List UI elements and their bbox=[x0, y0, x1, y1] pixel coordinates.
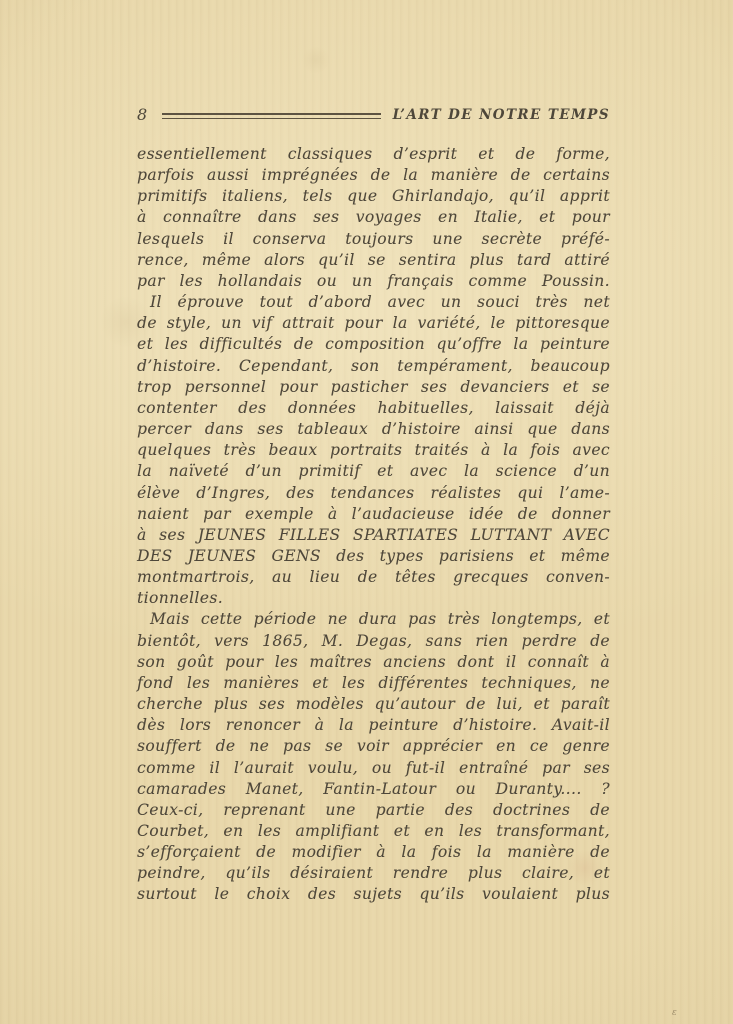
text-line-7: par les hollandais ou un français comme Poussin. bbox=[137, 271, 610, 290]
text-line-8: Il éprouve tout d’abord avec un souci très net bbox=[150, 293, 610, 312]
text-line-34: s’efforçaient de modifier à la fois la manière de bbox=[137, 843, 610, 862]
text-line-15: quelques très beaux portraits traités à la fois avec bbox=[137, 441, 610, 460]
text-line-14: percer dans ses tableaux d’histoire ainsi que dans bbox=[137, 420, 610, 439]
text-line-18: naient par exemple à l’audacieuse idée de donner bbox=[137, 504, 610, 523]
text-line-32: Ceux-ci, reprenant une partie des doctrines de bbox=[137, 800, 610, 819]
text-line-27: cherche plus ses modèles qu’autour de lui, et paraît bbox=[137, 695, 610, 714]
text-line-3: primitifs italiens, tels que Ghirlandajo, qu’il apprit bbox=[137, 187, 610, 206]
text-line-25: son goût pour les maîtres anciens dont il connaît à bbox=[137, 652, 610, 671]
text-line-22: tionnelles. bbox=[137, 589, 224, 608]
text-line-31: camarades Manet, Fantin-Latour ou Duranty.... ? bbox=[137, 779, 610, 798]
text-line-29: souffert de ne pas se voir apprécier en ce genre bbox=[137, 737, 610, 756]
text-line-35: peindre, qu’ils désiraient rendre plus claire, et bbox=[137, 864, 610, 883]
text-line-36: surtout le choix des sujets qu’ils voulaient plus bbox=[137, 885, 610, 904]
text-line-24: bientôt, vers 1865, M. Degas, sans rien perdre de bbox=[137, 631, 610, 650]
text-line-1: essentiellement classiques d’esprit et de forme, bbox=[137, 145, 610, 163]
header-double-rule bbox=[162, 113, 380, 119]
stray-ink-speck: ε bbox=[672, 1008, 677, 1018]
text-line-11: d’histoire. Cependant, son tempérament, beaucoup bbox=[137, 356, 610, 375]
text-line-26: fond les manières et les différentes techniques, ne bbox=[137, 673, 610, 692]
text-line-10: et les difficultés de composition qu’offre la peinture bbox=[137, 335, 610, 354]
page-content bbox=[137, 104, 610, 906]
text-line-21: montmartrois, au lieu de têtes grecques conven- bbox=[137, 568, 610, 587]
text-line-13: contenter des données habituelles, laissait déjà bbox=[137, 398, 610, 417]
body-text bbox=[137, 144, 610, 906]
text-line-17: élève d’Ingres, des tendances réalistes qui l’ame- bbox=[137, 483, 610, 502]
text-line-12: trop personnel pour pasticher ses devanciers et se bbox=[137, 377, 610, 396]
text-line-5: lesquels il conserva toujours une secrète préfé- bbox=[137, 229, 610, 248]
page-header bbox=[137, 104, 610, 126]
text-line-20: DES JEUNES GENS des types parisiens et même bbox=[137, 546, 610, 565]
page-number: 8 bbox=[137, 104, 149, 124]
text-line-4: à connaître dans ses voyages en Italie, et pour bbox=[137, 208, 610, 227]
text-line-9: de style, un vif attrait pour la variété, le pittoresque bbox=[137, 314, 610, 333]
text-line-16: la naïveté d’un primitif et avec la science d’un bbox=[137, 462, 610, 481]
text-line-2: parfois aussi imprégnées de la manière de certains bbox=[137, 166, 610, 185]
text-line-28: dès lors renoncer à la peinture d’histoire. Avait-il bbox=[137, 716, 610, 735]
text-line-23: Mais cette période ne dura pas très longtemps, et bbox=[150, 610, 610, 629]
text-line-30: comme il l’aurait voulu, ou fut-il entraîné par ses bbox=[137, 758, 610, 777]
text-line-6: rence, même alors qu’il se sentira plus tard attiré bbox=[137, 250, 610, 269]
text-line-33: Courbet, en les amplifiant et en les transformant, bbox=[137, 822, 610, 840]
running-title: L’ART DE NOTRE TEMPS bbox=[392, 107, 610, 123]
text-line-19: à ses JEUNES FILLES SPARTIATES LUTTANT AVEC bbox=[137, 525, 610, 544]
